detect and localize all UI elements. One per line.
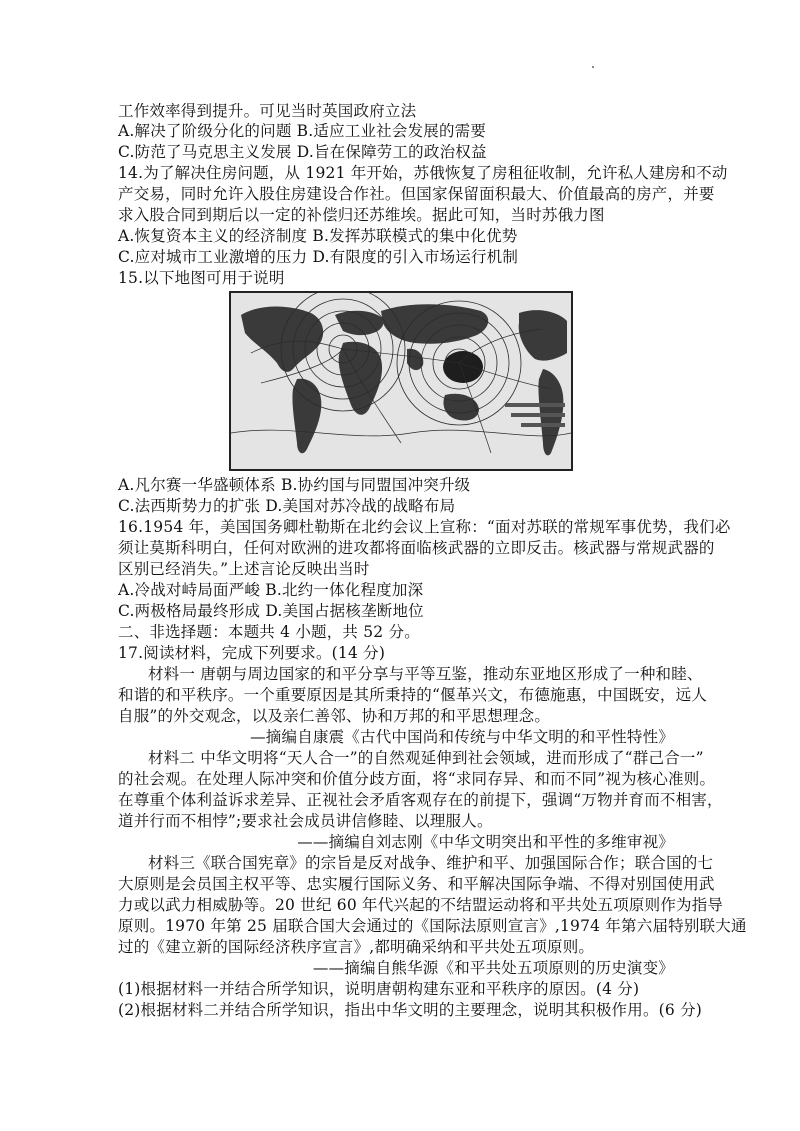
- q17-part-2: (2)根据材料二并结合所学知识，指出中华文明的主要理念，说明其积极作用。(6 分): [118, 1001, 703, 1019]
- page-speck: [592, 66, 594, 68]
- q14-option-cd: C.应对城市工业激增的压力 D.有限度的引入市场运行机制: [118, 248, 519, 266]
- material-three-4: 原则。1970 年第 25 届联合国大会通过的《国际法原则宣言》,1974 年第六届特别联大通: [118, 917, 747, 935]
- material-three-source: ——摘编自熊华源《和平共处五项原则的历史演变》: [312, 959, 674, 977]
- material-three-2: 大原则是会员国主权平等、忠实履行国际义务、和平解决国际争端、不得对别国使用武: [118, 875, 715, 893]
- material-three-5: 过的《建立新的国际经济秩序宣言》,都明确采纳和平共处五项原则。: [118, 938, 595, 956]
- q16-option-cd: C.两极格局最终形成 D.美国占据核垄断地位: [118, 602, 424, 620]
- material-three-3: 力或以武力相威胁等。20 世纪 60 年代兴起的不结盟运动将和平共处五项原则作为指导: [118, 896, 724, 914]
- q17-heading: 17.阅读材料，完成下列要求。(14 分): [118, 644, 386, 662]
- q16-stem-2: 须让莫斯科明白，任何对欧洲的进攻都将面临核武器的立即反击。核武器与常规武器的: [118, 539, 715, 557]
- material-two-4: 道并行而不相悖”;要求社会成员讲信修睦、以理服人。: [118, 812, 493, 830]
- q16-stem-3: 区别已经消失。”上述言论反映出当时: [118, 560, 370, 578]
- material-two-1: 材料二 中华文明将“天人合一”的自然观延伸到社会领域，进而形成了“群己合一”: [148, 749, 704, 767]
- q15-stem: 15.以下地图可用于说明: [118, 269, 285, 287]
- material-one-source: —摘编自康震《古代中国尚和传统与中华文明的和平性特性》: [250, 728, 674, 746]
- q16-option-ab: A.冷战对峙局面严峻 B.北约一体化程度加深: [118, 581, 424, 599]
- q14-stem-1: 14.为了解决住房问题，从 1921 年开始，苏俄恢复了房租征收制，允许私人建房和不动: [118, 164, 728, 182]
- q13-option-ab: A.解决了阶级分化的问题 B.适应工业社会发展的需要: [118, 122, 487, 140]
- q14-stem-2: 产交易，同时允许入股住房建设合作社。但国家保留面积最大、价值最高的房产，并要: [118, 185, 715, 203]
- q14-stem-3: 求入股合同到期后以一定的补偿归还苏维埃。据此可知，当时苏俄力图: [118, 206, 605, 224]
- q16-stem-1: 16.1954 年，美国国务卿杜勒斯在北约会议上宣称：“面对苏联的常规军事优势，我们必: [118, 518, 731, 536]
- q13-stem-end: 工作效率得到提升。可见当时英国政府立法: [118, 102, 417, 120]
- world-map-figure: [229, 291, 573, 471]
- material-three-1: 材料三《联合国宪章》的宗旨是反对战争、维护和平、加强国际合作；联合国的七: [148, 854, 714, 872]
- q15-option-cd: C.法西斯势力的扩张 D.美国对苏冷战的战略布局: [118, 497, 456, 515]
- material-two-3: 在尊重个体利益诉求差异、正视社会矛盾客观存在的前提下，强调“万物并育而不相害，: [118, 791, 723, 809]
- q14-option-ab: A.恢复资本主义的经济制度 B.发挥苏联模式的集中化优势: [118, 227, 518, 245]
- material-two-2: 的社会观。在处理人际冲突和价值分歧方面，将“求同存异、和而不同”视为核心准则。: [118, 770, 716, 788]
- material-one-1: 材料一 唐朝与周边国家的和平分享与平等互鉴，推动东亚地区形成了一种和睦、: [148, 665, 703, 683]
- material-two-source: ——摘编自刘志刚《中华文明突出和平性的多维审视》: [297, 833, 674, 851]
- material-one-2: 和谐的和平秩序。一个重要原因是其所秉持的“偃革兴文，布德施惠，中国既安，远人: [118, 686, 708, 704]
- shaded-zone: [443, 351, 483, 383]
- q13-option-cd: C.防范了马克思主义发展 D.旨在保障劳工的政治权益: [118, 143, 487, 161]
- q17-part-1: (1)根据材料一并结合所学知识，说明唐朝构建东亚和平秩序的原因。(4 分): [118, 980, 640, 998]
- material-one-3: 自服”的外交观念，以及亲仁善邻、协和万邦的和平思想理念。: [118, 707, 551, 725]
- q15-option-ab: A.凡尔赛一华盛顿体系 B.协约国与同盟国冲突升级: [118, 476, 471, 494]
- world-map-image: [231, 293, 571, 469]
- section-two-heading: 二、非选择题：本题共 4 小题，共 52 分。: [118, 623, 420, 641]
